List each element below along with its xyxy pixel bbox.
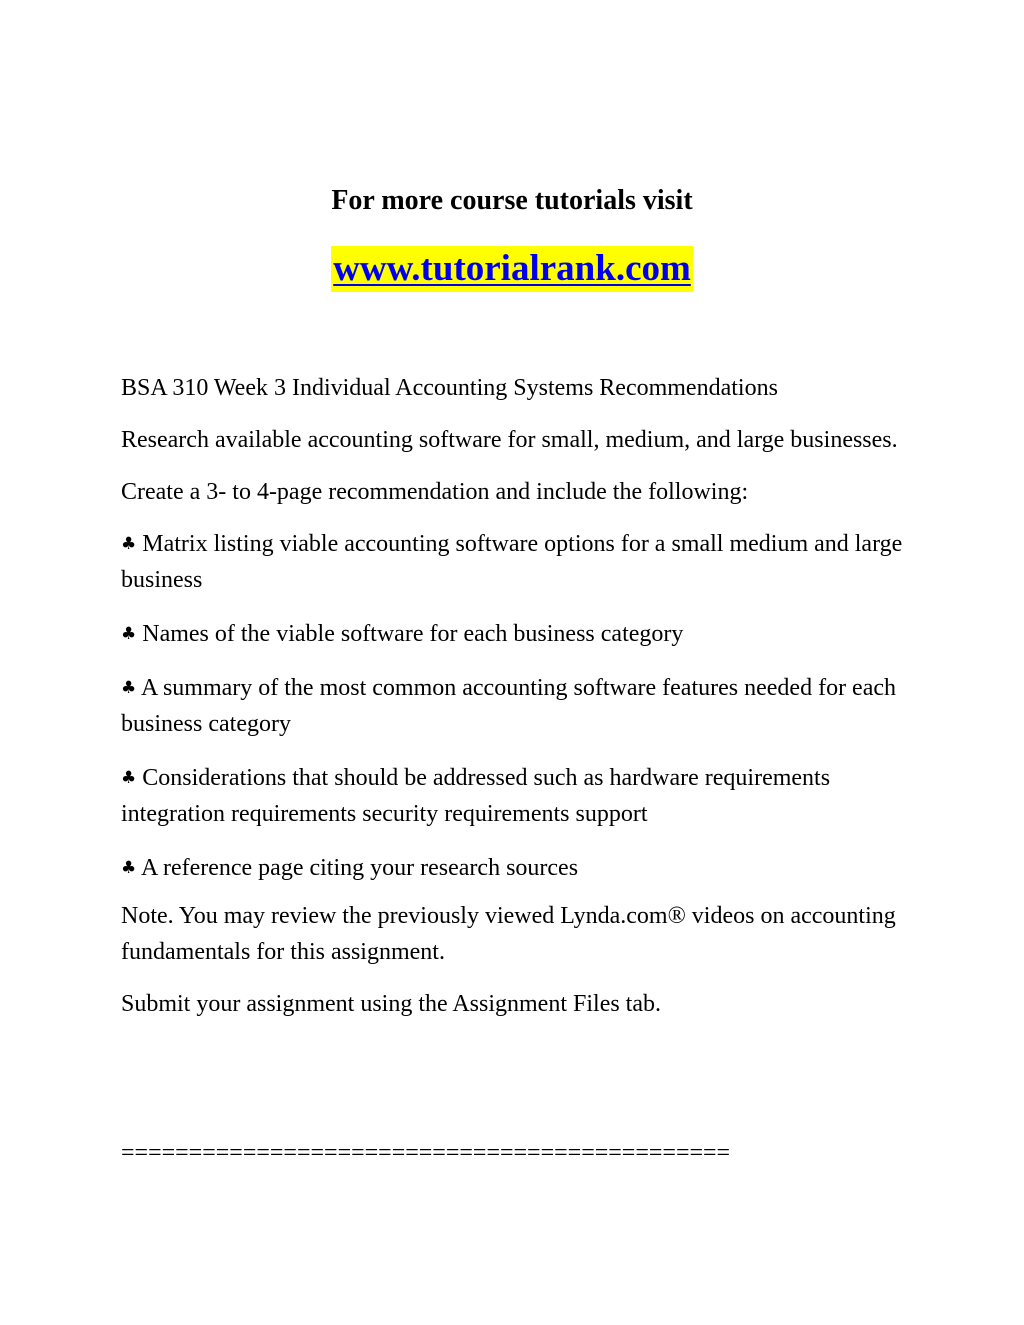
link-container <box>0 246 1024 292</box>
bullet-text: Considerations that should be addressed such as hardware requirements integration requirements security requirements support <box>121 765 831 827</box>
club-icon: ♣ <box>121 768 137 788</box>
bullet-text: A summary of the most common accounting software features needed for each business category <box>121 675 897 737</box>
course-title: BSA 310 Week 3 Individual Accounting Systems Recommendations <box>121 375 778 401</box>
bullet-text: Names of the viable software for each business category <box>142 621 684 647</box>
bullet-item <box>121 526 911 598</box>
bullet-item <box>121 850 911 886</box>
club-icon: ♣ <box>121 678 137 698</box>
bullet-text: A reference page citing your research sources <box>140 855 579 881</box>
bullet-item <box>121 616 911 652</box>
bullet-item <box>121 760 911 832</box>
assignment-body <box>121 370 911 1038</box>
club-icon: ♣ <box>121 624 137 644</box>
bullet-item <box>121 670 911 742</box>
submit-instruction: Submit your assignment using the Assignment Files tab. <box>121 991 661 1017</box>
tutorialrank-link[interactable]: www.tutorialrank.com <box>331 246 693 292</box>
club-icon: ♣ <box>121 858 137 878</box>
research-instruction: Research available accounting software for small, medium, and large businesses. <box>121 427 898 453</box>
create-instruction: Create a 3- to 4-page recommendation and include the following: <box>121 479 749 505</box>
club-icon: ♣ <box>121 534 137 554</box>
page-heading: For more course tutorials visit <box>331 185 693 216</box>
bullet-text: Matrix listing viable accounting software options for a small medium and large business <box>121 531 903 593</box>
divider-line: ============================================= <box>121 1140 731 1166</box>
note-text: Note. You may review the previously viewed Lynda.com® videos on accounting fundamentals for this assignment. <box>121 903 896 965</box>
